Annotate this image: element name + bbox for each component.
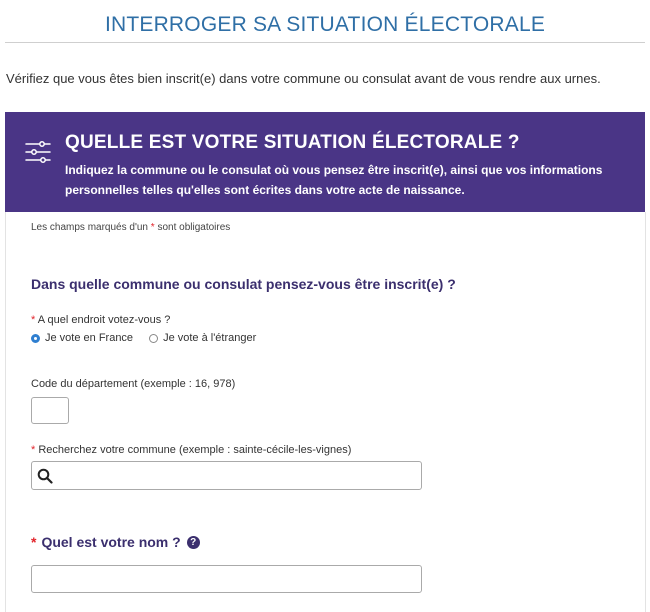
page-title: INTERROGER SA SITUATION ÉLECTORALE: [104, 13, 546, 36]
department-label: Code du département (exemple : 16, 978): [31, 378, 236, 390]
nom-question: [31, 534, 200, 550]
radio-checked-icon[interactable]: [31, 334, 40, 343]
form-area: [5, 212, 646, 612]
banner-title: QUELLE EST VOTRE SITUATION ÉLECTORALE ?: [65, 132, 520, 153]
vote-location-label: [31, 314, 170, 326]
commune-label-text: Recherchez votre commune (exemple : sainte-cécile-les-vignes): [38, 444, 352, 456]
vote-location-radio-group: [31, 332, 272, 344]
required-star: *: [31, 314, 36, 326]
title-divider: [5, 42, 645, 43]
banner-description: Indiquez la commune ou le consulat où vous pensez être inscrit(e), ainsi que vos informations personnelles telles qu'elles sont écrites dans votre acte de naissance.: [65, 163, 603, 197]
nom-input[interactable]: [31, 565, 422, 593]
radio-unchecked-icon[interactable]: [149, 334, 158, 343]
vote-location-label-text: A quel endroit votez-vous ?: [37, 314, 171, 326]
required-star: *: [31, 534, 37, 550]
situation-banner: [5, 112, 645, 212]
radio-vote-etranger[interactable]: [149, 332, 256, 344]
required-note-prefix: Les champs marqués d'un: [31, 222, 148, 233]
required-note-suffix: sont obligatoires: [157, 222, 231, 233]
intro-text: Vérifiez que vous êtes bien inscrit(e) dans votre commune ou consulat avant de vous rendre aux urnes.: [6, 71, 601, 86]
radio-vote-france[interactable]: [31, 332, 133, 344]
commune-section-question: Dans quelle commune ou consulat pensez-vous être inscrit(e) ?: [31, 276, 456, 292]
required-star: *: [31, 444, 36, 456]
nom-question-text: Quel est votre nom ?: [41, 534, 181, 550]
help-icon[interactable]: ?: [187, 536, 200, 549]
radio-vote-france-label: Je vote en France: [45, 332, 134, 344]
commune-label: [31, 444, 351, 456]
commune-search-input[interactable]: [31, 461, 422, 490]
radio-vote-etranger-label: Je vote à l'étranger: [163, 332, 257, 344]
department-code-input[interactable]: [31, 397, 69, 424]
required-star: *: [150, 222, 155, 233]
sliders-icon: [25, 139, 51, 165]
required-fields-note: [31, 222, 230, 233]
search-icon: [37, 468, 53, 484]
